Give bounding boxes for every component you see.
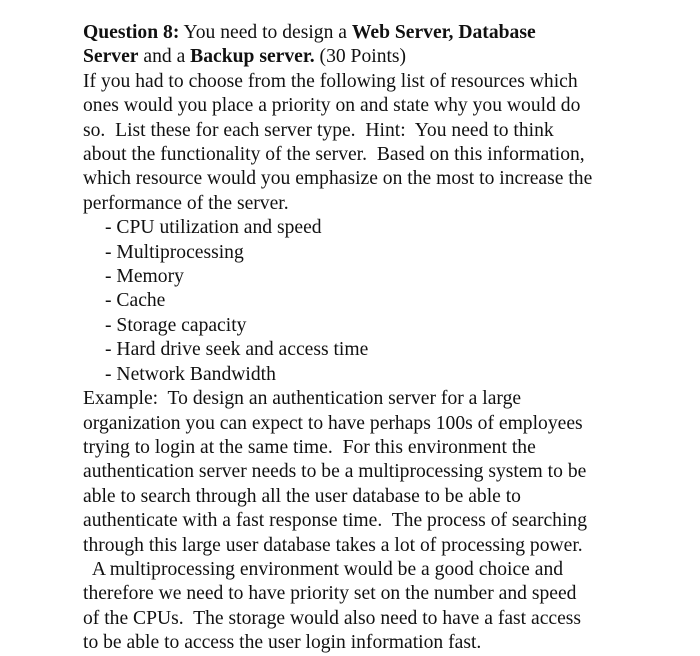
resource-item: - Multiprocessing xyxy=(105,241,244,263)
example-line: to be able to access the user login information fast. xyxy=(83,632,482,654)
body-line: performance of the server. xyxy=(83,192,289,214)
example-line: able to search through all the user database to be able to xyxy=(83,485,521,507)
question-header-line-2 xyxy=(83,45,683,69)
question-document xyxy=(83,21,683,656)
web-server-term: Web Server, Database xyxy=(351,22,536,43)
question-header-line-1 xyxy=(83,21,683,45)
resource-item: - Network Bandwidth xyxy=(105,363,276,385)
example-line: through this large user database takes a lot of processing power. xyxy=(83,534,583,556)
example-line: trying to login at the same time. For this environment the xyxy=(83,436,536,458)
example-line: authenticate with a fast response time. The process of searching xyxy=(83,510,588,532)
example-line: therefore we need to have priority set on the number and speed xyxy=(83,583,577,605)
resource-item: - CPU utilization and speed xyxy=(105,217,322,239)
body-line: about the functionality of the server. Based on this information, xyxy=(83,144,585,166)
body-line: so. List these for each server type. Hint: You need to think xyxy=(83,119,554,141)
question-intro: You need to design a xyxy=(179,22,352,43)
resource-item: - Memory xyxy=(105,266,184,288)
db-server-term: Server xyxy=(83,46,139,68)
example-line: organization you can expect to have perhaps 100s of employees xyxy=(83,412,583,434)
backup-server-term: Backup server. xyxy=(190,46,315,68)
resource-item: - Hard drive seek and access time xyxy=(105,339,369,361)
example-line: A multiprocessing environment would be a good choice and xyxy=(88,558,564,580)
example-line: authentication server needs to be a multiprocessing system to be xyxy=(83,461,587,483)
example-line: Example: To design an authentication server for a large xyxy=(83,388,522,410)
and-a-text: and a xyxy=(138,46,191,68)
resource-item: - Cache xyxy=(105,290,166,312)
resource-item: - Storage capacity xyxy=(105,314,247,336)
body-line: which resource would you emphasize on the most to increase the xyxy=(83,168,593,190)
example-line: of the CPUs. The storage would also need to have a fast access xyxy=(83,607,582,629)
points-text: (30 Points) xyxy=(314,46,407,68)
body-line: If you had to choose from the following list of resources which xyxy=(83,70,578,92)
question-label: Question 8: xyxy=(83,22,180,43)
body-line: ones would you place a priority on and state why you would do xyxy=(83,95,581,117)
